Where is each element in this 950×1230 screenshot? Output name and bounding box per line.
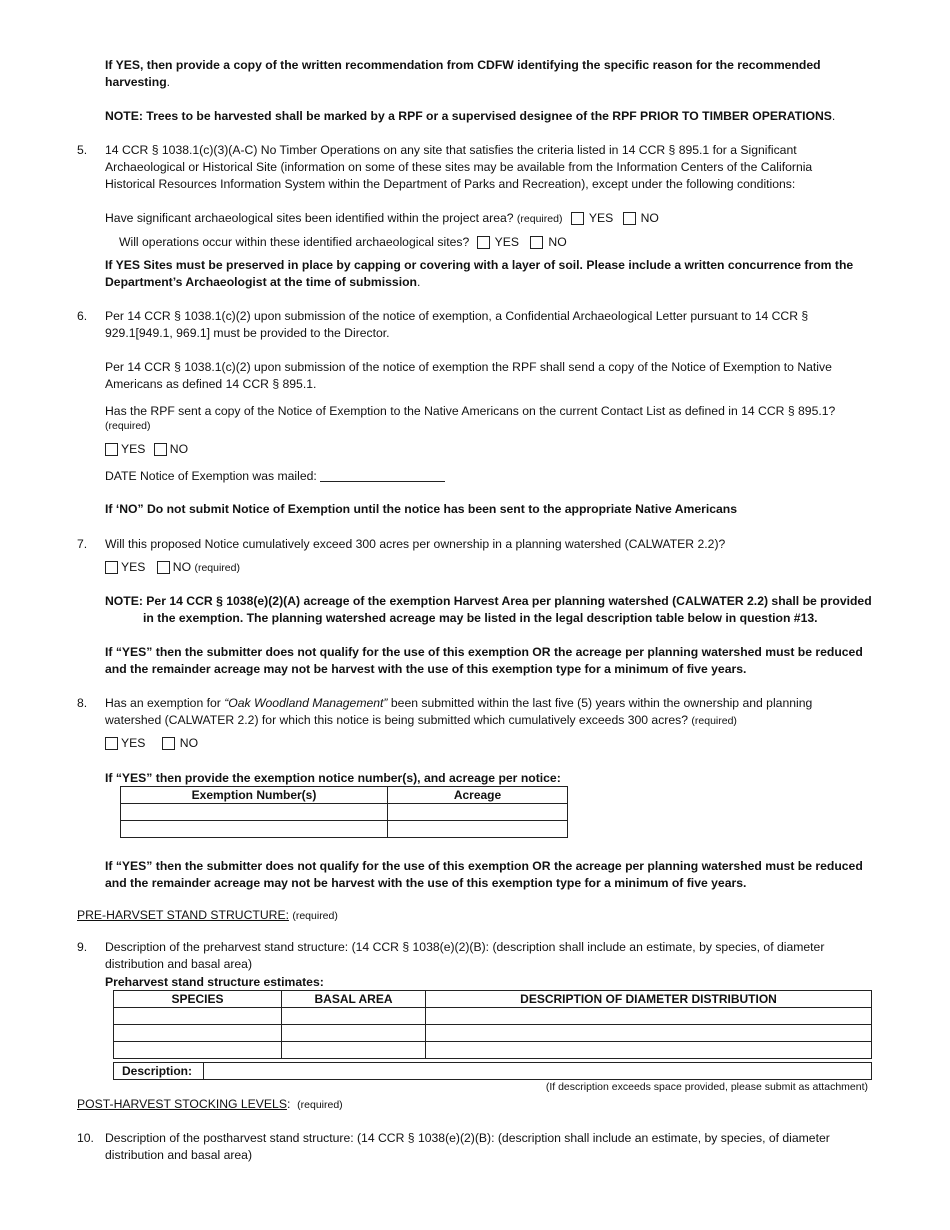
question-7-answers: YES NO (required) [105, 559, 240, 577]
question-8-number: 8. [77, 696, 88, 710]
preharvest-table-caption: Preharvest stand structure estimates: [105, 975, 324, 989]
archaeological-no-checkbox[interactable] [623, 212, 636, 225]
native-americans-question: Has the RPF sent a copy of the Notice of Exemption to the Native Americans on the current Contact List as defined in 14 CCR § 895.1? (required) [105, 404, 836, 432]
preharvest-description-table [113, 1062, 872, 1080]
diameter-distribution-cell[interactable] [426, 1025, 872, 1042]
question-9-number: 9. [77, 940, 88, 954]
exemption-number-header: Exemption Number(s) [121, 787, 388, 804]
question-8-warning: If “YES” then the submitter does not qualify for the use of this exemption OR the acreage per planning watershed must be reduced and the remainder acreage may not be harvest with the use of this exemption type for a minimum of five years. [105, 859, 863, 890]
archaeological-yes-checkbox[interactable] [571, 212, 584, 225]
diameter-distribution-cell[interactable] [426, 1008, 872, 1025]
acreage-cell[interactable] [388, 804, 568, 821]
date-mailed-input[interactable] [320, 469, 445, 482]
native-americans-notice-text: Per 14 CCR § 1038.1(c)(2) upon submission of the notice of exemption the RPF shall send a copy of the Notice of Exemption to Native Americans as defined 14 CCR § 895.1. [105, 360, 832, 391]
operations-no-checkbox[interactable] [530, 236, 543, 249]
exemption-number-cell[interactable] [121, 821, 388, 838]
native-americans-yes-checkbox[interactable] [105, 443, 118, 456]
archaeological-sites-question: Have significant archaeological sites been identified within the project area? (required) YES NO [105, 211, 659, 225]
tree-marking-note: NOTE: Trees to be harvested shall be marked by a RPF or a supervised designee of the RPF PRIOR TO TIMBER OPERATIONS. [105, 109, 836, 123]
exemption-number-cell[interactable] [121, 804, 388, 821]
question-10-number: 10. [77, 1131, 94, 1145]
postharvest-section-title: POST-HARVEST STOCKING LEVELS: (required) [77, 1097, 343, 1111]
acres-exceed-no-checkbox[interactable] [157, 561, 170, 574]
watershed-acreage-note: NOTE: Per 14 CCR § 1038(e)(2)(A) acreage of the exemption Harvest Area per planning watershed (CALWATER 2.2) shall be provided in the exemption. The planning watershed acreage may be listed in the legal description table below in question #13. [105, 594, 872, 625]
species-cell[interactable] [114, 1025, 282, 1042]
question-9-text: Description of the preharvest stand structure: (14 CCR § 1038(e)(2)(B): (description shall include an estimate, by species, of diameter distribution and basal area) [105, 940, 825, 971]
exemption-table-caption: If “YES” then provide the exemption notice number(s), and acreage per notice: [105, 771, 561, 785]
native-americans-warning: If ‘NO” Do not submit Notice of Exemption until the notice has been sent to the appropriate Native Americans [105, 502, 738, 516]
basal-area-cell[interactable] [282, 1008, 426, 1025]
species-header: SPECIES [114, 991, 282, 1008]
yes-recommendation-text: If YES, then provide a copy of the written recommendation from CDFW identifying the specific reason for the recommended harvesting. [105, 58, 821, 89]
description-input[interactable] [204, 1063, 872, 1080]
question-6-number: 6. [77, 309, 88, 323]
basal-area-header: BASAL AREA [282, 991, 426, 1008]
table-row [114, 1042, 872, 1059]
question-7-warning: If “YES” then the submitter does not qualify for the use of this exemption OR the acreage per planning watershed must be reduced and the remainder acreage may not be harvest with the use of this exemption type for a minimum of five years. [105, 645, 863, 676]
acres-exceed-yes-checkbox[interactable] [105, 561, 118, 574]
native-americans-answers: YES NO [105, 441, 188, 458]
native-americans-no-checkbox[interactable] [154, 443, 167, 456]
question-5-number: 5. [77, 143, 88, 157]
sites-preservation-note: If YES Sites must be preserved in place by capping or covering with a layer of soil. Please include a written concurrence from the Department’s Archaeologist at the time of submission. [105, 258, 854, 289]
table-row [121, 821, 568, 838]
table-row [114, 1025, 872, 1042]
oak-woodland-no-checkbox[interactable] [162, 737, 175, 750]
basal-area-cell[interactable] [282, 1025, 426, 1042]
acreage-header: Acreage [388, 787, 568, 804]
table-row [114, 1008, 872, 1025]
diameter-distribution-header: DESCRIPTION OF DIAMETER DISTRIBUTION [426, 991, 872, 1008]
question-8-answers: YES NO [105, 735, 198, 752]
date-mailed-field: DATE Notice of Exemption was mailed: [105, 468, 445, 485]
operations-yes-checkbox[interactable] [477, 236, 490, 249]
question-7-text: Will this proposed Notice cumulatively exceed 300 acres per ownership in a planning watershed (CALWATER 2.2)? [105, 537, 726, 551]
attachment-note: (If description exceeds space provided, please submit as attachment) [545, 1081, 868, 1093]
preharvest-section-title: PRE-HARVSET STAND STRUCTURE: (required) [77, 908, 338, 922]
acreage-cell[interactable] [388, 821, 568, 838]
question-10-text: Description of the postharvest stand structure: (14 CCR § 1038(e)(2)(B): (description shall include an estimate, by species, of diameter distribution and basal area) [105, 1131, 830, 1162]
operations-within-sites-question: Will operations occur within these identified archaeological sites? YES NO [119, 235, 567, 249]
diameter-distribution-cell[interactable] [426, 1042, 872, 1059]
description-label: Description: [114, 1063, 204, 1080]
preharvest-stand-table [113, 990, 872, 1059]
question-8-text: Has an exemption for “Oak Woodland Management” been submitted within the last five (5) years within the ownership and planning watershed (CALWATER 2.2) for which this notice is being submitted which cumulatively exceeds 300 acres? (required) [105, 696, 813, 727]
oak-woodland-yes-checkbox[interactable] [105, 737, 118, 750]
table-row [121, 804, 568, 821]
species-cell[interactable] [114, 1042, 282, 1059]
confidential-letter-text: Per 14 CCR § 1038.1(c)(2) upon submission of the notice of exemption, a Confidential Archaeological Letter pursuant to 14 CCR § 929.1[949.1, 969.1] must be provided to the Director. [105, 309, 809, 340]
exemption-number-table [120, 786, 568, 838]
species-cell[interactable] [114, 1008, 282, 1025]
question-5-text: 14 CCR § 1038.1(c)(3)(A-C) No Timber Operations on any site that satisfies the criteria listed in 14 CCR § 895.1 for a Significant Archaeological or Historical Site (information on some of these sites may be available from the Information Centers of the California Historical Resources Information System within the Department of Parks and Recreation), except under the following conditions: [105, 143, 813, 191]
question-7-number: 7. [77, 537, 88, 551]
basal-area-cell[interactable] [282, 1042, 426, 1059]
